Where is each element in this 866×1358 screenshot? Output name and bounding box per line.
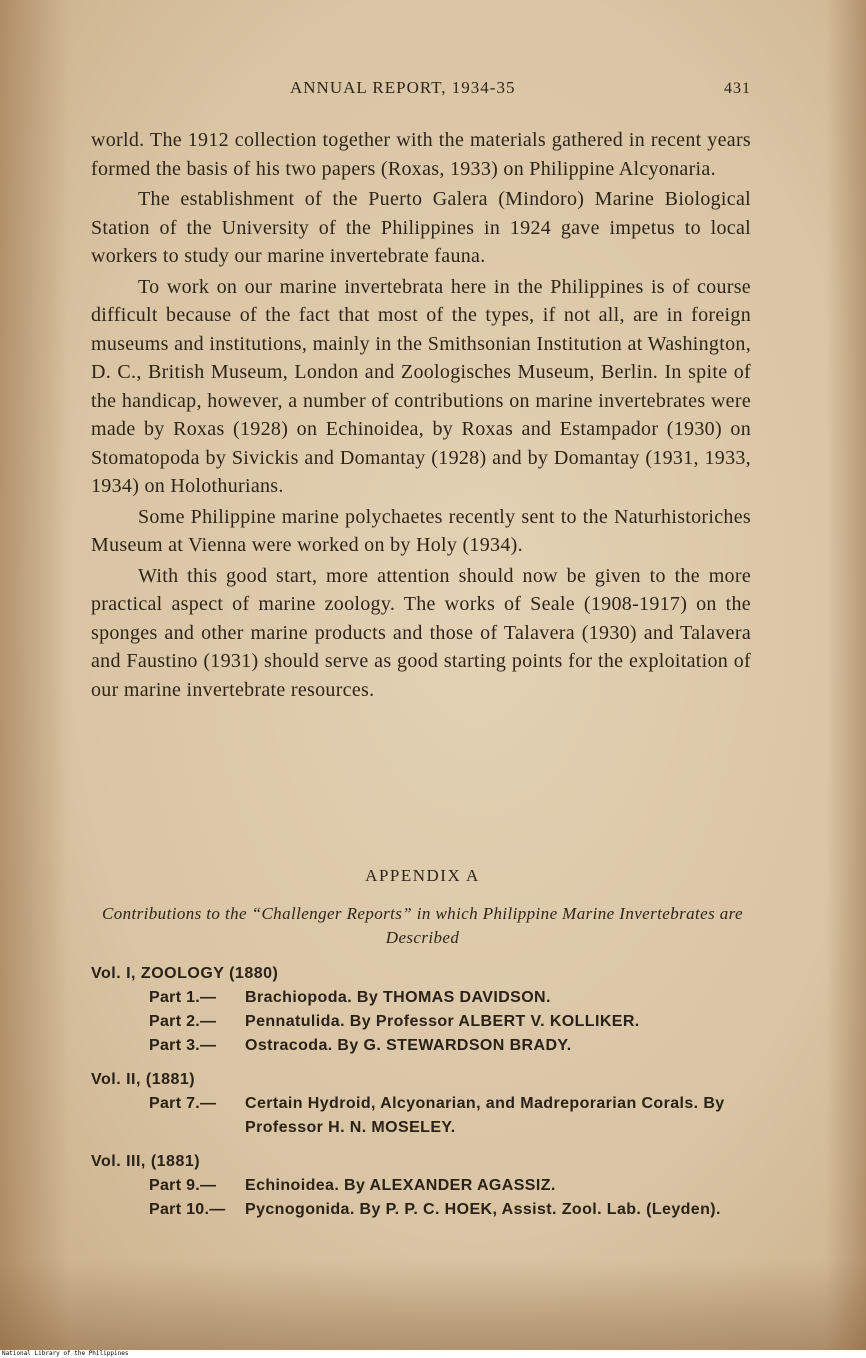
part-description: Brachiopoda. By THOMAS DAVIDSON. bbox=[245, 989, 551, 1006]
part-entry bbox=[91, 986, 759, 1010]
part-entry bbox=[91, 1092, 759, 1140]
appendix-subtitle: Contributions to the “Challenger Reports” in which Philippine Marine Invertebrates are Described bbox=[101, 904, 743, 947]
paragraph: The establishment of the Puerto Galera (Mindoro) Marine Biological Station of the University of the Philippines in 1924 gave impetus to local workers to study our marine invertebrate fauna. bbox=[91, 188, 751, 267]
part-number: Part 2.— bbox=[149, 1013, 217, 1030]
page-shadow-right bbox=[826, 0, 866, 1350]
part-description: Pennatulida. By Professor ALBERT V. KOLLIKER. bbox=[245, 1013, 640, 1030]
volume-entry bbox=[91, 962, 759, 1058]
running-head bbox=[90, 78, 755, 104]
part-number: Part 1.— bbox=[149, 989, 217, 1006]
running-title: ANNUAL REPORT, 1934-35 bbox=[290, 78, 516, 97]
volume-title: Vol. I, ZOOLOGY (1880) bbox=[91, 965, 279, 982]
library-credit: National Library of the Philippines bbox=[0, 1350, 866, 1358]
paragraph: With this good start, more attention should now be given to the more practical aspect of marine zoology. The works of Seale (1908-1917) on the sponges and other marine products and those of Talavera (1930) and Talavera and Faustino (1931) should serve as good starting points for the exploitation of our marine invertebrate resources. bbox=[91, 564, 751, 701]
part-number: Part 10.— bbox=[149, 1201, 226, 1218]
part-number: Part 9.— bbox=[149, 1177, 217, 1194]
paragraph: Some Philippine marine polychaetes recently sent to the Naturhistoriches Museum at Vienna were worked on by Holy (1934). bbox=[91, 505, 751, 556]
volume-entry bbox=[91, 1068, 759, 1140]
part-description: Pycnogonida. By P. P. C. HOEK, Assist. Zool. Lab. (Leyden). bbox=[245, 1201, 721, 1218]
page-shadow-bottom bbox=[0, 1260, 866, 1350]
page-number: 431 bbox=[724, 80, 751, 97]
part-number: Part 7.— bbox=[149, 1095, 217, 1112]
part-entry bbox=[91, 1174, 759, 1198]
paragraph: world. The 1912 collection together with the materials gathered in recent years formed the basis of his two papers (Roxas, 1933) on Philippine Alcyonaria. bbox=[91, 129, 751, 180]
volume-title: Vol. III, (1881) bbox=[91, 1153, 201, 1170]
part-entry bbox=[91, 1034, 759, 1058]
part-number: Part 3.— bbox=[149, 1037, 217, 1054]
part-description: Certain Hydroid, Alcyonarian, and Madreporarian Corals. By Professor H. N. MOSELEY. bbox=[245, 1095, 725, 1136]
volume-entry bbox=[91, 1150, 759, 1222]
contributions-list bbox=[91, 962, 759, 1232]
part-entry bbox=[91, 1010, 759, 1034]
part-description: Echinoidea. By ALEXANDER AGASSIZ. bbox=[245, 1177, 556, 1194]
body-text bbox=[91, 126, 751, 704]
page-shadow-left bbox=[0, 0, 70, 1350]
part-entry bbox=[91, 1198, 759, 1222]
volume-title: Vol. II, (1881) bbox=[91, 1071, 196, 1088]
appendix-heading: APPENDIX A bbox=[365, 866, 480, 885]
part-description: Ostracoda. By G. STEWARDSON BRADY. bbox=[245, 1037, 572, 1054]
paragraph: To work on our marine invertebrata here in the Philippines is of course difficult because of the fact that most of the types, if not all, are in foreign museums and institutions, mainly in the Smithsonian Institution at Washington, D. C., British Museum, London and Zoologisches Museum, Berlin. In spite of the handicap, however, a number of contributions on marine invertebrates were made by Roxas (1928) on Echinoidea, by Roxas and Estampador (1930) on Stomatopoda by Sivickis and Domantay (1928) and by Domantay (1931, 1933, 1934) on Holothurians. bbox=[91, 275, 751, 497]
